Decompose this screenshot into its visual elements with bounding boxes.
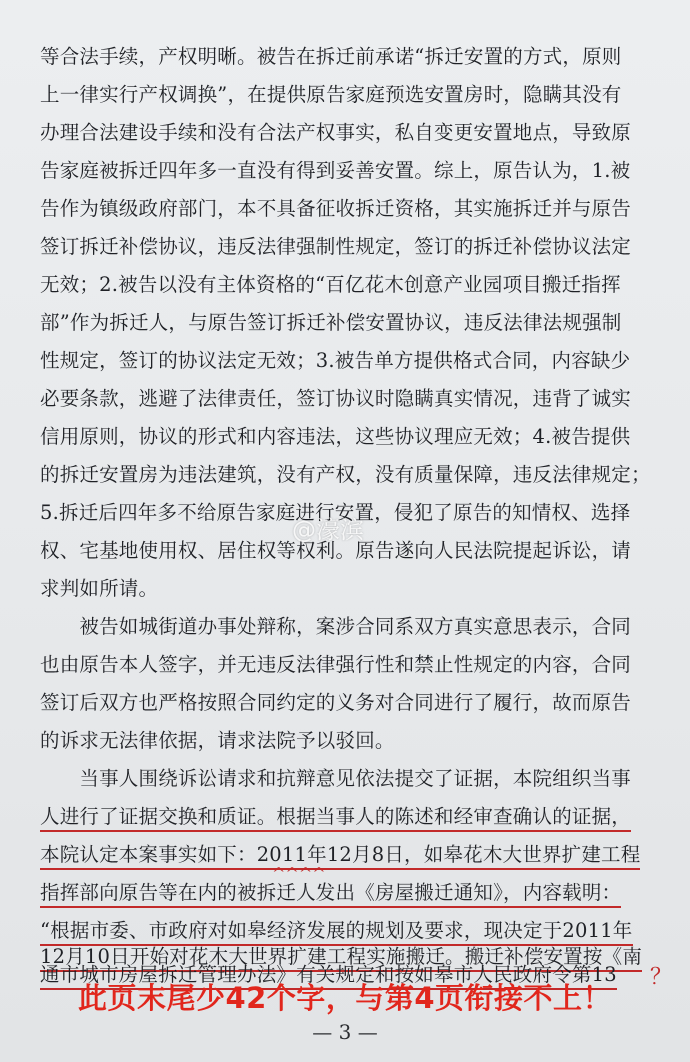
text-line: 部”作为拆迁人，与原告签订拆迁补偿安置协议，违反法律法规强制 <box>40 311 622 334</box>
text-line: 无效；2.被告以没有主体资格的“百亿花木创意产业园项目搬迁指挥 <box>40 273 621 296</box>
text-line: 签订拆迁补偿协议，违反法律强制性规定，签订的拆迁补偿协议法定 <box>40 235 632 258</box>
red-caret-marks: ^^^^ <box>272 864 326 883</box>
text-line-underlined: “根据市委、市政府对如皋经济发展的规划及要求，现决定于2011年 <box>40 918 655 944</box>
text-line-underlined: 通市城市房屋拆迁管理办法》有关规定和按如皋市人民政府令第13 <box>40 962 655 988</box>
text-line: 告作为镇级政府部门，本不具备征收拆迁资格，其实施拆迁并与原告 <box>40 197 632 220</box>
text-line: 也由原告本人签字，并无违反法律强行性和禁止性规定的内容，合同 <box>40 653 632 676</box>
text-line: 签订后双方也严格按照合同约定的义务对合同进行了履行，故而原告 <box>40 691 632 714</box>
watermark: @濠滨 <box>292 516 364 544</box>
text-line: 权、宅基地使用权、居住权等权利。原告遂向人民法院提起诉讼，请 <box>40 539 632 562</box>
text-line-underlined: 本院认定本案事实如下：2011年12月8日，如皋花木大世界扩建工程 <box>40 842 655 868</box>
text-line: 等合法手续，产权明晰。被告在拆迁前承诺“拆迁安置的方式，原则 <box>40 45 622 68</box>
text-line: 的诉求无法律依据，请求法院予以驳回。 <box>40 729 395 752</box>
text-line-underlined: 12月10日开始对花木大世界扩建工程实施搬迁。搬迁补偿安置按《南 <box>40 944 655 970</box>
text-line: 信用原则，协议的形式和内容违法，这些协议理应无效；4.被告提供 <box>40 425 631 448</box>
text-line: 必要条款，逃避了法律责任，签订协议时隐瞒真实情况，违背了诚实 <box>40 387 632 410</box>
red-annotation: 此页末尾少42个字，与第4页衔接不上！ <box>77 981 613 1015</box>
text-line: 性规定，签订的协议法定无效；3.被告单方提供格式合同，内容缺少 <box>40 349 631 372</box>
text-line: 当事人围绕诉讼请求和抗辩意见依法提交了证据，本院组织当事 <box>40 767 632 790</box>
page-number: — 3 — <box>312 1020 378 1044</box>
text-line-underlined: 指挥部向原告等在内的被拆迁人发出《房屋搬迁通知》，内容载明： <box>40 880 655 906</box>
text-line: 办理合法建设手续和没有合法产权事实，私自变更安置地点，导致原 <box>40 121 632 144</box>
text-line: 告家庭被拆迁四年多一直没有得到妥善安置。综上，原告认为，1.被 <box>40 159 631 182</box>
text-line: 的拆迁安置房为违法建筑，没有产权，没有质量保障，违反法律规定； <box>40 463 651 486</box>
text-line: 被告如城街道办事处辩称，案涉合同系双方真实意思表示，合同 <box>40 615 632 638</box>
text-line: 求判如所请。 <box>40 577 159 600</box>
text-line: 上一律实行产权调换”，在提供原告家庭预选安置房时，隐瞒其没有 <box>40 83 622 106</box>
text-line-underlined: 人进行了证据交换和质证。根据当事人的陈述和经审查确认的证据， <box>40 804 655 830</box>
text-line: 5.拆迁后四年多不给原告家庭进行安置，侵犯了原告的知情权、选择 <box>40 501 631 524</box>
red-question-mark: ？ <box>650 965 673 990</box>
